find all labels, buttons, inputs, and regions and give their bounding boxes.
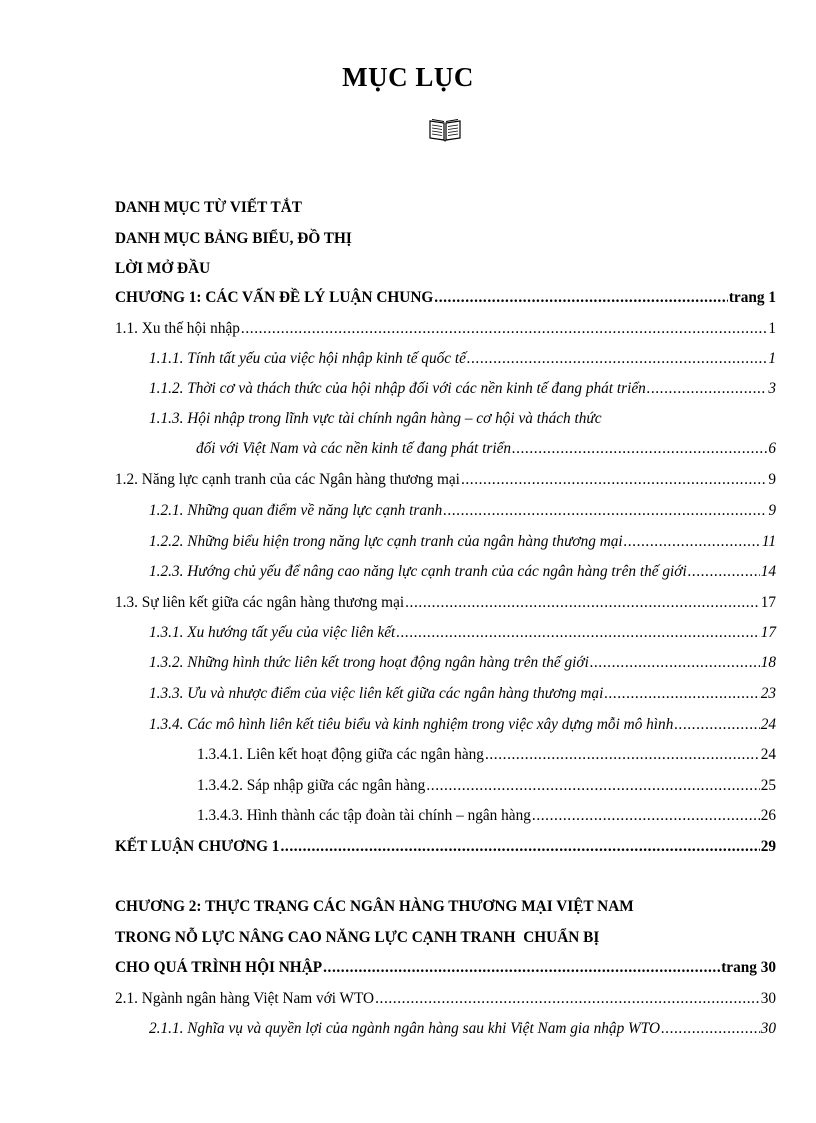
leader-dots bbox=[688, 563, 760, 581]
toc-chapter-2-line3[interactable]: CHO QUÁ TRÌNH HỘI NHẬP ..... trang 30 bbox=[115, 959, 776, 977]
leader-dots bbox=[396, 624, 759, 642]
toc-entry-2-1[interactable]: 2.1. Ngành ngân hàng Việt Nam với WTO ..... 30 bbox=[115, 990, 776, 1008]
leader-dots bbox=[426, 777, 759, 795]
leader-dots bbox=[323, 959, 720, 977]
book-icon bbox=[428, 118, 462, 142]
toc-front-intro[interactable]: LỜI MỞ ĐẦU bbox=[115, 260, 211, 277]
leader-dots bbox=[624, 533, 761, 551]
toc-conclusion-1[interactable]: KẾT LUẬN CHƯƠNG 1 ..... 29 bbox=[115, 838, 776, 856]
toc-entry-1-3-3[interactable]: 1.3.3. Ưu và nhược điểm của việc liên kết giữa các ngân hàng thương mại ..... 23 bbox=[149, 685, 776, 703]
toc-entry-1-1-3[interactable]: 1.1.3. Hội nhập trong lĩnh vực tài chính ngân hàng – cơ hội và thách thức bbox=[149, 410, 602, 427]
toc-front-abbreviations[interactable]: DANH MỤC TỪ VIẾT TẮT bbox=[115, 199, 302, 216]
toc-entry-1-3-4-2[interactable]: 1.3.4.2. Sáp nhập giữa các ngân hàng ..... 25 bbox=[197, 777, 776, 795]
leader-dots bbox=[405, 594, 760, 612]
toc-entry-1-3-4-3[interactable]: 1.3.4.3. Hình thành các tập đoàn tài chính – ngân hàng ..... 26 bbox=[197, 807, 776, 825]
toc-entry-1-3[interactable]: 1.3. Sự liên kết giữa các ngân hàng thương mại ..... 17 bbox=[115, 594, 776, 612]
toc-entry-2-1-1[interactable]: 2.1.1. Nghĩa vụ và quyền lợi của ngành ngân hàng sau khi Việt Nam gia nhập WTO ..... 30 bbox=[149, 1020, 776, 1038]
toc-chapter-2-line2[interactable]: TRONG NỖ LỰC NÂNG CAO NĂNG LỰC CẠNH TRANH CHUẨN BỊ bbox=[115, 929, 600, 946]
toc-entry-1-1-2[interactable]: 1.1.2. Thời cơ và thách thức của hội nhập đối với các nền kinh tế đang phát triển ..... 3 bbox=[149, 380, 776, 398]
toc-chapter-1[interactable]: CHƯƠNG 1: CÁC VẤN ĐỀ LÝ LUẬN CHUNG ..... trang 1 bbox=[115, 289, 776, 307]
toc-entry-1-2[interactable]: 1.2. Năng lực cạnh tranh của các Ngân hàng thương mại ..... 9 bbox=[115, 471, 776, 489]
leader-dots bbox=[375, 990, 760, 1008]
toc-entry-1-2-2[interactable]: 1.2.2. Những biểu hiện trong năng lực cạnh tranh của ngân hàng thương mại ..... 11 bbox=[149, 533, 776, 551]
toc-entry-1-1[interactable]: 1.1. Xu thế hội nhập ..... 1 bbox=[115, 320, 776, 338]
leader-dots bbox=[280, 838, 759, 856]
leader-dots bbox=[443, 502, 767, 520]
toc-entry-1-1-3-cont[interactable]: đối với Việt Nam và các nền kinh tế đang phát triển ..... 6 bbox=[196, 440, 776, 458]
leader-dots bbox=[512, 440, 767, 458]
toc-entry-1-2-3[interactable]: 1.2.3. Hướng chủ yếu để nâng cao năng lực cạnh tranh của các ngân hàng trên thế giới ..... 14 bbox=[149, 563, 776, 581]
leader-dots bbox=[434, 289, 728, 307]
leader-dots bbox=[590, 654, 760, 672]
leader-dots bbox=[674, 716, 759, 734]
leader-dots bbox=[461, 471, 767, 489]
leader-dots bbox=[604, 685, 759, 703]
toc-entry-1-2-1[interactable]: 1.2.1. Những quan điểm về năng lực cạnh tranh ..... 9 bbox=[149, 502, 776, 520]
toc-chapter-2[interactable]: CHƯƠNG 2: THỰC TRẠNG CÁC NGÂN HÀNG THƯƠNG MẠI VIỆT NAM bbox=[115, 898, 634, 915]
leader-dots bbox=[661, 1020, 760, 1038]
leader-dots bbox=[485, 746, 760, 764]
toc-entry-1-3-1[interactable]: 1.3.1. Xu hướng tất yếu của việc liên kết ..... 17 bbox=[149, 624, 776, 642]
leader-dots bbox=[467, 350, 767, 368]
toc-entry-1-1-1[interactable]: 1.1.1. Tính tất yếu của việc hội nhập kinh tế quốc tế ..... 1 bbox=[149, 350, 776, 368]
toc-front-tables[interactable]: DANH MỤC BẢNG BIỂU, ĐỒ THỊ bbox=[115, 230, 352, 247]
toc-entry-1-3-4-1[interactable]: 1.3.4.1. Liên kết hoạt động giữa các ngân hàng ..... 24 bbox=[197, 746, 776, 764]
page-title: MỤC LỤC bbox=[342, 62, 474, 92]
toc-entry-1-3-2[interactable]: 1.3.2. Những hình thức liên kết trong hoạt động ngân hàng trên thế giới ..... 18 bbox=[149, 654, 776, 672]
leader-dots bbox=[241, 320, 767, 338]
toc-entry-1-3-4[interactable]: 1.3.4. Các mô hình liên kết tiêu biểu và kinh nghiệm trong việc xây dựng mỗi mô hình ..... 24 bbox=[149, 716, 776, 734]
leader-dots bbox=[647, 380, 768, 398]
leader-dots bbox=[532, 807, 760, 825]
